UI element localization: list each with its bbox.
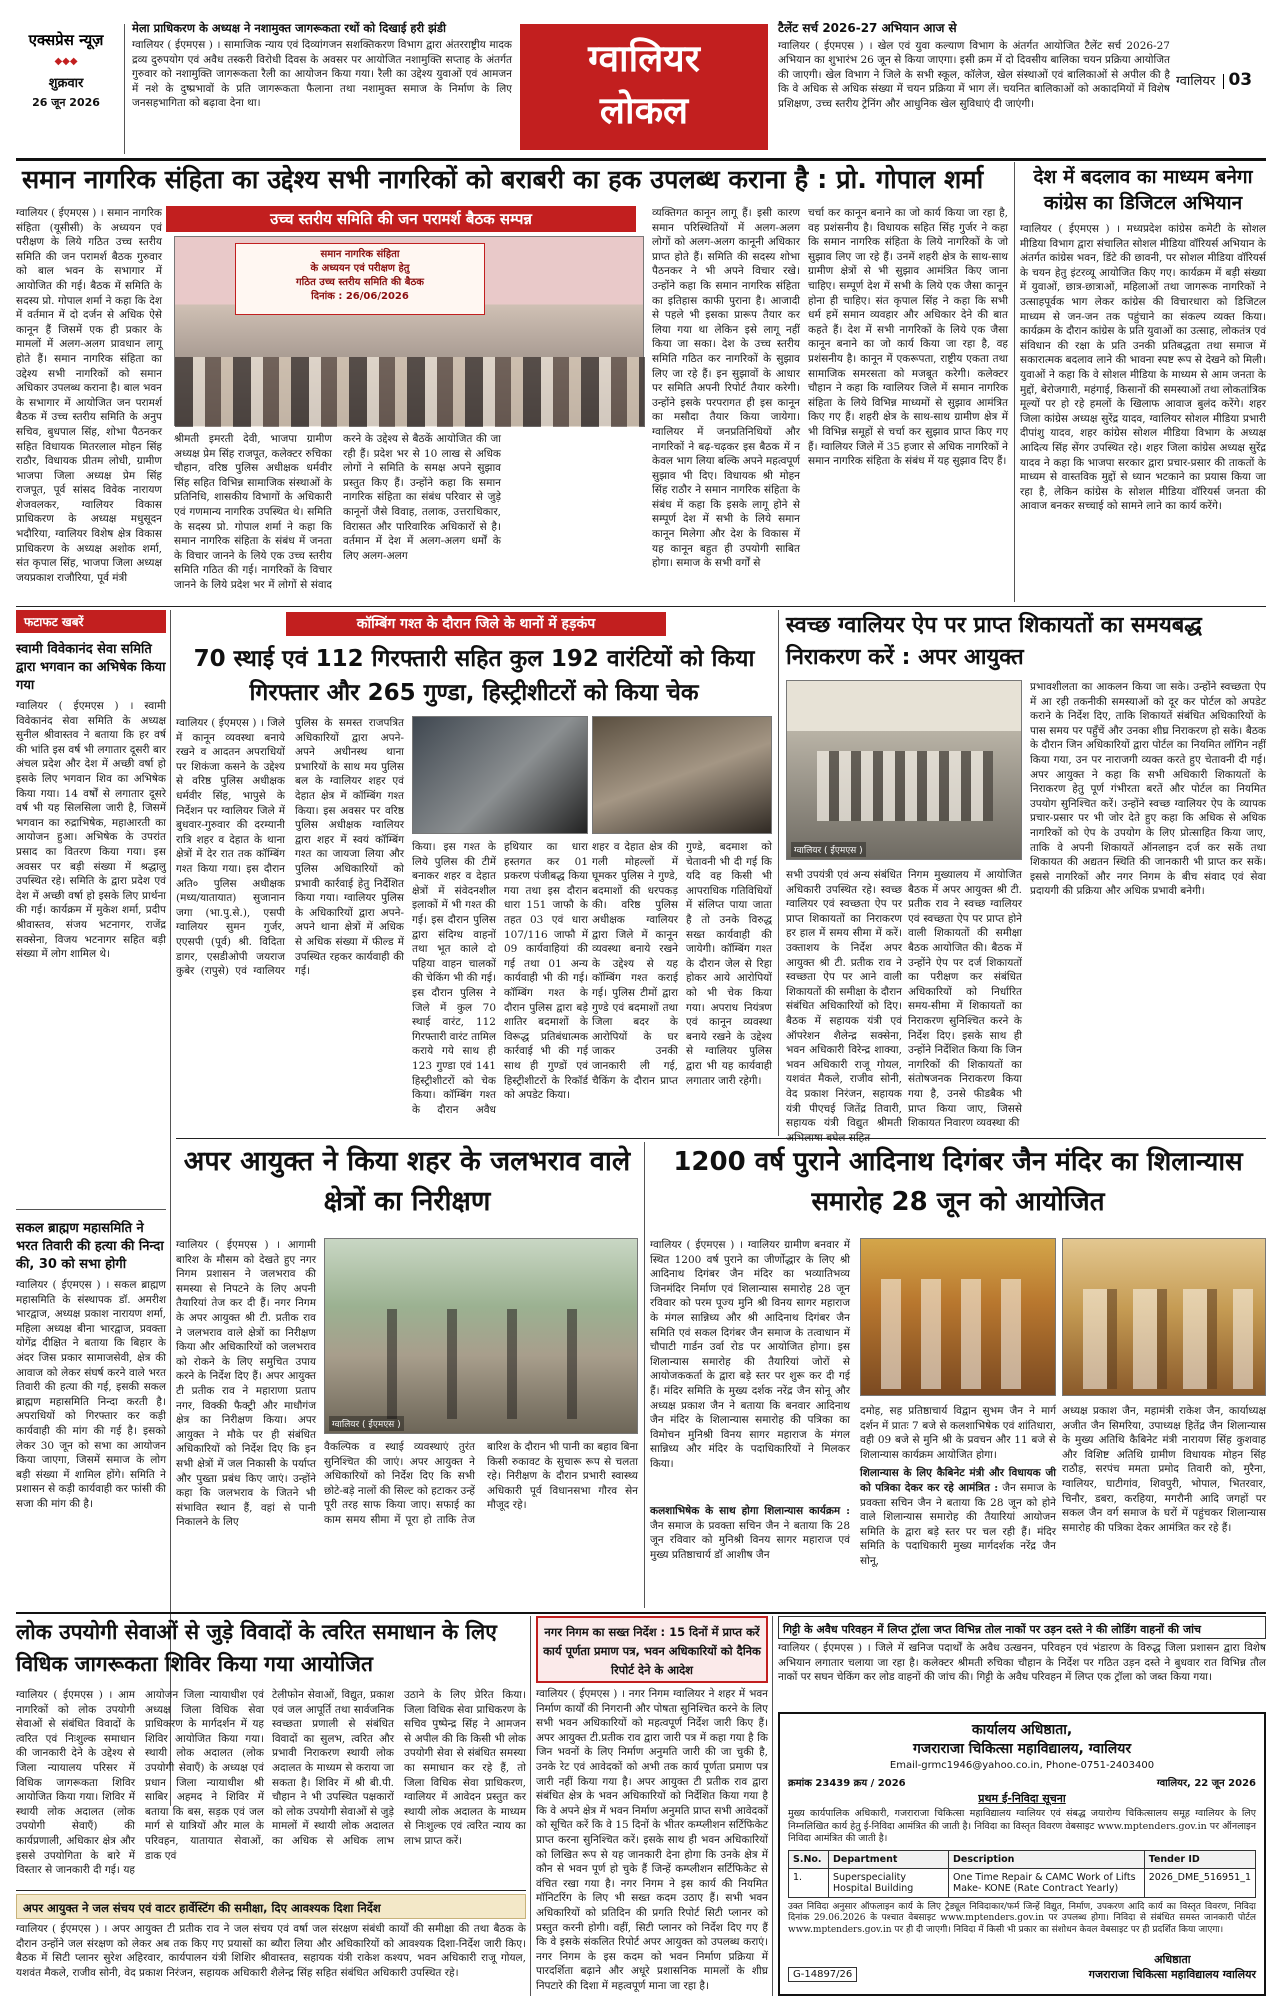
tender-th-sno: S.No. — [789, 1850, 829, 1868]
mining-story — [778, 1616, 1266, 1710]
jain-photo2 — [1062, 1238, 1266, 1396]
tender-td-id: 2026_DME_516951_1 — [1144, 1868, 1255, 1897]
page-marker — [1176, 70, 1276, 94]
mining-text: ग्वालियर ( ईएमएस ) । जिले में खनिज पदार्थों के अवैध उत्खनन, परिवहन एवं भंडारण के विरुद्ध जिला प्रशासन द्वारा विशेष अभियान लगातार चलाया जा रहा है। कलेक्टर श्रीमती रुचिका चौहान के निर्देश पर गठित उड़न दस्ते ने बुधवार रात विभिन्न तौल नाकों पर सघन चेकिंग कर लोड वाहनों की जांच की। गिट्टी के अवैध परिवहन में लिप्त एक ट्रॉला को जब्त किया गया। — [778, 1642, 1266, 1684]
combing-col2: किया। इस गश्त के लिये पुलिस की टीमें बनाकर शहर व देहात क्षेत्रों में संवेदनशील इलाकों में भी गश्त की गई। इस दौरान पुलिस द्वारा संदिग्ध वाहनों तथा भूत काले दो पहिया वाहन चालकों की चेकिंग भी की गई। इस दौरान पुलिस ने जिले में कुल 70 स्थाई वारंट, 112 गिरफ्तारी वारंट तामिल कराये गये साथ ही 123 गुण्डा एवं 141 हिस्ट्रीशीटरों को चेक किया। कॉम्बिंग गश्त के दौरान अवैध हथियार का धारा हस्तगत कर 01 प्रकरण पंजीबद्ध किया गया तथा इस दौरान धारा 151 जाफौ के तहत 03 एवं धारा 107/116 जाफौ में 09 कार्यवाहियां की गई तथा 01 अन्य कार्यवाही भी की गई। कॉम्बिंग गश्त के दौरान पुलिस द्वारा बड़े शातिर बदमाशों के विरूद्ध प्रतिबंधात्मक कार्रवाई भी की गई साथ ही गुण्डों एवं हिस्ट्रीशीटरों के रिकॉर्ड को अपडेट किया। — [412, 841, 588, 1116]
waterlog-story — [176, 1142, 638, 1608]
swachh-story — [786, 610, 1266, 1144]
lead-col-far: चर्चा कर कानून बनाने का जो कार्य किया जा रहा है, वह प्रशंसनीय है। विधायक सहित सिंह गुर्जर ने कहा कि समान नागरिक संहिता के लिये नागरिकों के जो सुझाव लिए जा रहे हैं। उनमें शहरी क्षेत्र के साथ-साथ ग्रामीण क्षेत्रों से भी सुझाव आमंत्रित किए जाना चाहिए। सम्पूर्ण देश में सभी के लिये एक जैसा कानून होना ही चाहिए। संत कृपाल सिंह ने कहा कि सभी धर्म हमें समान व्यवहार और अधिकार देने की बात कहते हैं। देश में सभी नागरिकों के लिये एक जैसा कानून बनाने का जो कार्य किया जा रहा है, वह प्रशंसनीय है। कानून में एकरूपता, राष्ट्रीय एकता तथा सामाजिक समरसता को मजबूत करेगी। कलेक्टर चौहान ने कहा कि ग्वालियर जिले में समान नागरिक संहिता के लिये विभिन्न माध्यमों से सुझाव आमंत्रित किए गए हैं। शहरी क्षेत्र के साथ-साथ ग्रामीण क्षेत्र में भी विभिन्न समूहों से चर्चा कर सुझाव प्राप्त किए गए हैं। ग्वालियर जिले में 35 हजार से अधिक नागरिकों ने समान नागरिक संहिता के संबंध में यह सुझाव दिए हैं। — [808, 207, 1008, 468]
swachh-photo — [786, 680, 1022, 860]
jain-sub2: शिलान्यास के लिए कैबिनेट मंत्री और विधायक जी को पत्रिका देकर कर रहे आमंत्रित : — [860, 1467, 1056, 1494]
tender-footer-text: उक्त निविदा अनुसार ऑफलाइन कार्य के लिए ट्रेड्यूल निविदाकार/फर्म जिन्हें विद्युत, निर्माण, उपकरण आदि कार्य का विस्तृत विवरण, निविदा दिनांक 29.06.2026 के पश्चात वेबसाइट www.mptenders.gov.in पर उपलब्ध होगा। निविदा से संबंधित समस्त जानकारी पोर्टल www.mptenders.gov.in पर ही दी जाएगी। निविदा में किसी भी प्रकार का संशोधन केवल वेबसाइट पर ही प्रदर्शित किया जाएगा। — [788, 1901, 1256, 1935]
lead-col-right: व्यक्तिगत कानून लागू हैं। इसी कारण समान परिस्थितियों में अलग-अलग लोगों को अलग-अलग कानूनी अधिकार प्राप्त होते हैं। समिति की सदस्य शोभा पैठनकर ने भी अपने विचार रखे। उन्होंने कहा कि समान नागरिक संहिता का इतिहास काफी पुराना है। आजादी से पहले भी इसका प्रारूप तैयार कर लिया गया था लेकिन इसे लागू नहीं किया जा सका। देश के उच्च स्तरीय समिति गठित कर नागरिकों के सुझाव लिए जा रहे हैं। इन सुझावों के आधार पर समिति अपनी रिपोर्ट तैयार करेगी। उन्होंने इसके परपरागत ही इस कानून का मसौदा तैयार किया जायेगा। ग्वालियर में जनप्रतिनिधियों और नागरिकों ने बढ़-चढ़कर इस बैठक में न केवल भाग लिया बल्कि अपने महत्वपूर्ण सुझाव भी दिए। विधायक श्री मोहन सिंह राठौर ने समान नागरिक संहिता के संबंध में कहा कि इसके लागू होने से सम्पूर्ण देश में सभी के लिये समान कानून मिलेगा और देश के विकास में यह कानून बहुत ही उपयोगी साबित होगा। समाज के सभी वर्गों से — [652, 207, 800, 570]
lead-subhead: उच्च स्तरीय समिति की जन परामर्श बैठक सम्पन्न — [270, 210, 532, 228]
tender-bottom-row — [788, 1952, 1256, 1982]
jain-sub2-text: जैन समाज के प्रवक्ता सचिन जैन ने बताया कि 28 जून को होने वाले शिलान्यास समारोह की तैयारियां आयोजन समिति के द्वारा बड़े स्तर पर चल रही हैं। मंदिर समिति के पदाधिकारी मुख्य मार्गदर्शक नरेंद्र जैन सोनू, — [860, 1481, 1057, 1567]
teaser-right — [778, 22, 1170, 154]
tender-notice — [778, 1712, 1266, 1996]
tender-header-row — [789, 1850, 1256, 1868]
tender-code: G-14897/26 — [788, 1967, 857, 1982]
cleaning-story — [16, 1894, 526, 1994]
cleaning-headline-bar — [16, 1894, 526, 1919]
waterlog-caption: ग्वालियर ( ईएमएस ) — [329, 1416, 404, 1431]
issue-date: 26 जून 2026 — [32, 96, 100, 109]
swachh-headline: स्वच्छ ग्वालियर ऐप पर प्राप्त शिकायतों का समयबद्ध निराकरण करें : अपर आयुक्त — [786, 613, 1202, 670]
jain-sub1: कलशाभिषेक के साथ होगा शिलान्यास कार्यक्रम : — [650, 1505, 850, 1517]
legal-col1: ग्वालियर ( ईएमएस ) । आम नागरिकों को लोक उपयोगी सेवाओं से संबंधित विवादों के त्वरित एवं निःशुल्क समाधान की जानकारी देने के उद्देश्य से जिला न्यायालय परिसर में विधिक जागरूकता शिविर आयोजित किया गया। शिविर में स्थायी लोक अदालत (लोक उपयोगी सेवाएँ) की कार्यप्रणाली, अधिकार क्षेत्र और इससे उपयोगिता के बारे में विस्तार से जानकारी दी गई। यह आयोजन जिला न्यायाधीश एवं अध्यक्ष जिला विधिक सेवा प्राधिकरण के मार्गदर्शन में यह शिविर आयोजित किया गया। स्थायी लोक अदालत (लोक उपयोगी सेवाएँ) के अध्यक्ष एवं प्रधान जिला न्यायाधीश श्री साबिर अहमद ने शिविर में बताया कि बस, सड़क एवं जल मार्ग से यात्रियों और माल के परिवहन, यातायात सेवाओं, डाक एवं — [16, 1689, 264, 1877]
lead-headline: समान नागरिक संहिता का उद्देश्य सभी नागरिकों को बराबरी का हक उपलब्ध कराना है : प्रो. गोपाल शर्मा — [22, 165, 984, 195]
section-title-line2: लोकल — [599, 89, 689, 132]
lead-subhead-bar — [166, 206, 636, 232]
jain-sub1-text: जैन समाज के प्रवक्ता सचिन जैन ने बताया कि 28 जून रविवार को मुनिश्री विनय सागर महाराज एवं मुख्य प्रतिष्ठाचार्य डॉ आशीष जैन — [650, 1519, 850, 1561]
lead-photo-banner — [235, 243, 485, 315]
brand-name: एक्सप्रेस न्यूज़ — [28, 31, 104, 49]
tender-td-desc: One Time Repair & CAMC Work of Lifts Make- KONE (Rate Contract Yearly) — [949, 1868, 1145, 1897]
fatafat-item1-title: स्वामी विवेकानंद सेवा समिति द्वारा भगवान का अभिषेक किया गया — [16, 642, 166, 693]
teaser-right-title: टैलेंट सर्च 2026-27 अभियान आज से — [778, 21, 957, 35]
combing-headline: 70 स्थाई एवं 112 गिरफ्तारी सहित कुल 192 वारंटियों को किया गिरफ्तार और 265 गुण्डा, हिस्ट्रीशीटरों को किया चेक — [193, 646, 755, 706]
table-row — [789, 1868, 1256, 1897]
fatafat-item2-title: सकल ब्राह्मण महासमिति ने भरत तिवारी की हत्या की निन्दा की, 30 को सभा होगी — [16, 1221, 164, 1272]
tender-signature — [1089, 1952, 1256, 1982]
tender-sign-line2: गजराराजा चिकित्सा महाविद्यालय ग्वालियर — [1088, 1967, 1256, 1981]
jain-photo1 — [860, 1238, 1056, 1396]
waterlog-col1: ग्वालियर ( ईएमएस ) । आगामी बारिश के मौसम को देखते हुए नगर निगम प्रशासन ने जलभराव की समस्या से निपटने के लिए अपनी तैयारियां तेज कर दी हैं। नगर निगम के अपर आयुक्त श्री टी. प्रतीक राव ने जलभराव वाले क्षेत्रों का निरीक्षण किया और अधिकारियों को जलभराव को रोकने के लिए समुचित उपाय करने के निर्देश दिए हैं। अपर आयुक्त टी प्रतीक राव ने महाराणा प्रताप नगर, विक्की फैक्ट्री और माधौगंज क्षेत्र का निरीक्षण किया। अपर आयुक्त ने मौके पर ही संबंधित अधिकारियों को निर्देश दिए कि इन सभी क्षेत्रों में जल निकासी के पर्याप्त और पुख्ता प्रबंध किए जाएं। उन्होंने कहा कि जलभराव के जितने भी संभावित स्थान हैं, वहां से पानी निकालने के लिए — [176, 1239, 316, 1529]
issue-day: शुक्रवार — [48, 76, 84, 91]
lead-photo — [174, 236, 644, 426]
tender-contact: Email-grmc1946@yahoo.co.in, Phone-0751-2403400 — [889, 1760, 1155, 1771]
lead-col-left: ग्वालियर ( ईएमएस ) । समान नागरिक संहिता (यूसीसी) के अध्ययन एवं परीक्षण के लिये गठित उच्च स्तरीय समिति की जन परामर्श बैठक गुरुवार को बाल भवन के सभागार में आयोजित की गई। बैठक में समिति के सदस्य प्रो. गोपाल शर्मा ने कहा कि देश में वर्तमान में दो दर्जन से अधिक ऐसे कानून हैं जिसमें एक ही प्रकार के मामलों में अलग-अलग प्रावधान लागू होते हैं। समान नागरिक संहिता का उद्देश्य सभी नागरिकों को समान अधिकार उपलब्ध कराना है। बाल भवन के सभागार में आयोजित जन परामर्श बैठक में उच्च स्तरीय समिति के अनुप सचिव, बुधपाल सिंह, शोभा पैठनकर सहित विधायक मितरलाल मोहन सिंह राठौर, विधायक प्रीतम लोधी, ग्रामीण भाजपा जिला अध्यक्ष प्रेम सिंह राजपूत, पूर्व सांसद विवेक नारायण शेजवलकर, ग्वालियर विकास प्राधिकरण के अध्यक्ष मधुसूदन भदौरिया, ग्वालियर विशेष क्षेत्र विकास प्राधिकरण के अध्यक्ष अशोक शर्मा, संत कृपाल सिंह, भाजपा जिला अध्यक्ष जयप्रकाश राजौरिया, पूर्व मंत्री — [16, 207, 162, 584]
legal-story — [16, 1616, 526, 1888]
section-title-line1: ग्वालियर — [588, 37, 700, 80]
tender-ref-right: ग्वालियर, 22 जून 2026 — [1156, 1778, 1256, 1789]
teaser-left-text: ग्वालियर ( ईएमएस ) । सामाजिक न्याय एवं दिव्यांगजन सशक्तिकरण विभाग द्वारा अंतरराष्ट्रीय मादक द्रव्य दुरुपयोग एवं अवैध तस्करी विरोधी दिवस के अवसर पर आयोजित नशामुक्ति सप्ताह के अंतर्गत गुरुवार को नशामुक्ति जागरूकता रैली का आयोजन किया गया। रैली का उद्देश्य युवाओं एवं आमजन में नशे के दुष्प्रभावों के प्रति जागरूकता फैलाना तथा नशामुक्त समाज के निर्माण के लिए जनसहभागिता को बढ़ावा देना था। — [132, 39, 512, 110]
tender-ref-row — [788, 1775, 1256, 1789]
tender-th-desc: Description — [949, 1850, 1145, 1868]
tender-notice-text: मुख्य कार्यपालिक अधिकारी, गजराराजा चिकित्सा महाविद्यालय ग्वालियर एवं संबद्ध जयारोग्य चिकित्सालय समूह ग्वालियर के लिए निम्नलिखित कार्य हेतु ई-निविदा आमंत्रित की जाती है। निविदा का विस्तृत विवरण वेबसाइट www.mptenders.gov.in पर ऑनलाइन निविदा आमंत्रित की जाती है। — [788, 1808, 1256, 1844]
lead-photo-people — [175, 357, 645, 427]
section-title-box — [520, 24, 768, 150]
banner-date: दिनांक : 26/06/2026 — [311, 291, 409, 302]
page-city: ग्वालियर — [1176, 74, 1216, 89]
combing-kicker: कॉम्बिंग गश्त के दौरान जिले के थानों में हड़कंप — [356, 616, 596, 632]
jain-photo1-figures — [881, 1279, 1041, 1389]
jain-sub1-block — [650, 1504, 850, 1604]
teaser-right-text: ग्वालियर ( ईएमएस ) । खेल एवं युवा कल्याण विभाग के अंतर्गत आयोजित टैलेंट सर्च 2026-27 अभियान का शुभारंभ 26 जून से किया जाएगा। इसी क्रम में दो दिवसीय बालिका चयन प्रक्रिया आयोजित की जाएगी। खेल विभाग ने जिले के सभी स्कूल, कॉलेज, खेल संस्थाओं एवं बालिकाओं से अपील की है कि वे अधिक से अधिक संख्या में चयन प्रक्रिया में भाग लें। चयनित बालिकाओं को अकादमियों में विशेष प्रशिक्षण, उच्च स्तरीय ट्रेनिंग और आधुनिक खेल सुविधाएं दी जाएंगी। — [778, 39, 1170, 110]
combing-photo2 — [592, 716, 772, 834]
jain-col2: दमोह, सह प्रतिष्ठाचार्य विद्वान सुभम जैन ने मार्ग दर्शन में प्रातः 7 बजे से कलशाभिषेक एवं शांतिधारा, वही 09 बजे से मुनि श्री के प्रवचन और 11 बजे से शिलान्यास कार्यक्रम आयोजित होगा। — [860, 1405, 1056, 1461]
lead-col-mid2 — [340, 432, 490, 596]
jain-col2-block — [860, 1404, 1056, 1604]
teaser-left — [132, 22, 512, 154]
nagar-kicker-box — [536, 1616, 768, 1683]
fatafat-label-bar — [16, 610, 166, 633]
swachh-photo-credit: ग्वालियर ( ईएमएस ) — [791, 842, 866, 857]
combing-story — [176, 612, 772, 1134]
jain-col1: ग्वालियर ( ईएमएस ) । ग्वालियर ग्रामीण बनवार में स्थित 1200 वर्ष पुराने का जीर्णोद्धार के लिए श्री आदिनाथ दिगंबर जैन मंदिर का भव्यातिभव्य जिनमंदिर निर्माण एवं शिलान्यास समारोह 28 जून रविवार को परम पूज्य मुनि श्री विनय सागर महाराज के मंगल सान्निध्य और श्री आदिनाथ दिगंबर जैन समिति एवं सकल दिगंबर जैन समाज के तत्वाधान में चौपाटी गार्डन उर्वा रोड पर आयोजित होगा। इस शिलान्यास समारोह की तैयारियां जोरों से आयोजककर्ता के द्वारा बड़े स्तर पर शुरू कर दी गई हैं। मंदिर समिति के मुख्य दर्शक नरेंद्र जैन सोनू और अध्यक्ष प्रकाश जैन ने बताया कि बनवार आदिनाथ जैन मंदिर के शिलान्यास समारोह की पत्रिका का विमोचन मुनिश्री विनय सागर महाराज के मंगल सान्निध्य और मंदिर के पदाधिकारियों ने मिलकर किया। — [650, 1239, 850, 1470]
fatafat-item1-text: ग्वालियर ( ईएमएस ) । स्वामी विवेकानंद सेवा समिति के अध्यक्ष सुनील श्रीवास्तव ने बताया कि हर वर्ष की भांति इस वर्ष भी लगातार दूसरी बार अंचल प्रदेश और देश में अच्छी वर्षा हो इसके लिए भगवान शिव का अभिषेक किया गया। 14 वर्षों से लगातार दूसरे वर्ष भी यह सिलसिला जारी है, जिसमें भगवान का रुद्राभिषेक, महाआरती का आयोजन हुआ। अभिषेक के उपरांत प्रसाद का वितरण किया गया। इस अवसर पर बड़ी संख्या में श्रद्धालु उपस्थित रहे। समिति के द्वारा प्रदेश एवं देश में अच्छी वर्षा हो इसके लिए प्रार्थना की गई। कार्यक्रम में मुकेश शर्मा, प्रदीप श्रीवास्तव, संजय भटनागर, राजेंद्र सक्सेना, विजय भटनागर सहित बड़ी संख्या में लोग शामिल थे। — [16, 700, 166, 961]
congress-text: ग्वालियर ( ईएमएस ) । मध्यप्रदेश कांग्रेस कमेटी के सोशल मीडिया विभाग द्वारा संचालित सोशल मीडिया वॉरियर्स अभियान के अंतर्गत कांग्रेस भवन, डिंटे की छावनी, पर सोशल मीडिया वॉरियर्स के चयन हेतु इंटरव्यू आयोजित किए गए। कार्यक्रम में बड़ी संख्या में युवाओं, छात्र-छात्राओं, महिलाओं तथा जागरूक नागरिकों ने उत्साहपूर्वक भाग लेकर कांग्रेस की विचारधारा को डिजिटल माध्यम से जन-जन तक पहुंचाने का संकल्प व्यक्त किया। कार्यक्रम के दौरान कांग्रेस के प्रति युवाओं का उत्साह, लोकतंत्र एवं संविधान की रक्षा के प्रति उनकी प्रतिबद्धता तथा समाज में सकारात्मक बदलाव लाने की भावना स्पष्ट रूप से देखने को मिली। युवाओं ने कहा कि वे सोशल मीडिया के माध्यम से आम जनता के मुद्दों, बेरोजगारी, महंगाई, किसानों की समस्याओं तथा लोकतांत्रिक मूल्यों पर हो रहे हमलों के खिलाफ आवाज बुलंद करेंगे। शहर जिला कांग्रेस अध्यक्ष सुरेंद्र यादव, ग्वालियर सोशल मीडिया प्रभारी दीपांशु यादव, शहर कांग्रेस सोशल मीडिया विभाग के अध्यक्ष आदित्य सिंह सेंगर उपस्थित रहे। शहर जिला कांग्रेस अध्यक्ष सुरेंद्र यादव ने कहा कि भाजपा सरकार द्वारा प्रचार-प्रसार की ताकतों के माध्यम से वास्तविक मुद्दों से ध्यान भटकाने का प्रयास किया जा रहा है, लेकिन कांग्रेस के सोशल मीडिया वॉरियर्स जनता की आवाज बनकर सच्चाई को सामने लाने का कार्य करेंगे। — [1020, 223, 1266, 513]
fatafat-label: फटाफट खबरें — [24, 615, 84, 629]
congress-story — [1020, 164, 1266, 604]
masthead — [0, 0, 1279, 158]
banner-line1: समान नागरिक संहिता — [320, 249, 400, 260]
teaser-left-title: मेला प्राधिकरण के अध्यक्ष ने नशामुक्त जागरूकता रथों को दिखाई हरी झंडी — [132, 21, 446, 35]
banner-line2: के अध्ययन एवं परीक्षण हेतु — [310, 263, 410, 274]
tender-sign-line1: अधिष्ठाता — [1154, 1952, 1191, 1966]
combing-kicker-bar — [286, 612, 666, 636]
page-number: 03 — [1228, 70, 1253, 90]
mining-headline: गिट्टी के अवैध परिवहन में लिप्त ट्रॉला जप्त विभिन्न तोल नाकों पर उड़न दस्ते ने की लोडिंग वाहनों की जांच — [783, 1623, 1201, 1636]
waterlog-photo — [324, 1238, 638, 1434]
brand-box — [16, 24, 116, 154]
waterlog-col2: वैकल्पिक व स्थाई व्यवस्थाएं तुरंत सुनिश्चित की जाएं। अपर आयुक्त ने अधिकारियों को निर्देश दिए कि सभी छोटे-बड़े नालों की सिल्ट को हटाकर उन्हें पूरी तरह साफ किया जाए। सफाई का काम समय सीमा में पूरा हो ताकि तेज बारिश के दौरान भी पानी का बहाव बिना किसी रुकावट के सुचारू रूप से चलता रहे। निरीक्षण के दौरान प्रभारी स्वास्थ्य अधिकारी पूर्व विधानसभा गौरव सेन मौजूद रहे। — [324, 1441, 638, 1526]
tender-th-dept: Department — [829, 1850, 949, 1868]
tender-college: गजराराजा चिकित्सा महाविद्यालय, ग्वालियर — [912, 1741, 1132, 1757]
swachh-col2: सभी उपयंत्री एवं अन्य संबंधित अधिकारी उपस्थित रहे। स्वच्छ ग्वालियर एवं स्वच्छता ऐप पर प्राप्त शिकायतों का निराकरण हर हाल में समय सीमा में करें। उक्ताशय के निर्देश अपर आयुक्त श्री टी. प्रतीक राव ने स्वच्छता ऐप पर आने वाली शिकायतों की समीक्षा के दौरान संबंधित अधिकारियों को दिए। बैठक में सहायक यंत्री एवं ऑपरेशन शैलेन्द्र सक्सेना, भवन अधिकारी विरेन्द्र शाक्या, भवन अधिकारी राजू गोयल, यशवंत मैकले, राजीव सोनी, वेद प्रकाश निरंजन, सहायक यंत्री पीएचई जितेंद्र तिवारी, सहायक यंत्री विद्युत श्रीमती अभिलाषा बघेल सहित — [786, 869, 902, 1144]
jain-photo2-figures — [1083, 1289, 1253, 1389]
fatafat-item2-text: ग्वालियर ( ईएमएस ) । सकल ब्राह्मण महासमिति के संस्थापक डॉ. अमरीश भारद्वाज, अध्यक्ष प्रकाश नारायण शर्मा, महिला अध्यक्ष बीना भारद्वाज, प्रवक्ता योगेंद्र दीक्षित ने बताया कि बिहार के अंदर जिस प्रकार सामाजसेवी, क्षेत्र की आवाज को लेकर संघर्ष करने वाले भरत तिवारी की हत्या की गई, इसकी सकल ब्राह्मण महासमिति निन्दा करती है। अपराधियों को गिरफ्तार कर कड़ी कार्यवाही की मांग की गई है। इसको लेकर 30 जून को सभा का आयोजन किया जाएगा, जिसमें समाज के लोग बड़ी संख्या में शामिल होंगे। समिति ने प्रशासन से कड़ी कार्यवाही कर फांसी की सजा की मांग की है। — [16, 1279, 166, 1510]
nagar-text: ग्वालियर ( ईएमएस ) । नगर निगम ग्वालियर ने शहर में भवन निर्माण कार्यों की निगरानी और पोषता सुनिश्चित करने के लिए सभी भवन अधिकारियों को महत्वपूर्ण निर्देश जारी किए हैं। अपर आयुक्त टी.प्रतीक राव द्वारा जारी पत्र में कहा गया है कि जिन भवनों के लिए निर्माण अनुमति जारी की जा चुकी है, उनके रेट एवं आवेदकों को अभी तक कार्य पूर्णता प्रमाण पत्र जारी नहीं किया गया है। अपर आयुक्त टी प्रतीक राव द्वारा संबंधित क्षेत्र के भवन अधिकारियों को निर्देशित किया गया है कि वे अपने क्षेत्र में भवन निर्माण अनुमति प्राप्त सभी आवेदकों को सूचित करें कि वे 15 दिनों के भीतर कम्प्लीशन सर्टिफिकेट प्राप्त करना सुनिश्चित करें। इसके साथ ही भवन अधिकारियों को लिखित रूप से यह जानकारी देना होगा कि उनके क्षेत्र में कौन से भवन पूर्ण हो चुके हैं जिन्हें कम्प्लीशन सर्टिफिकेट से वंचित रखा गया है। नगर निगम ने इस कार्य की नियमित मॉनिटरिंग के लिए भी सख्त कदम उठाए हैं। सभी भवन अधिकारियों को प्रतिदिन की प्रगति रिपोर्ट सिटी प्लानर को प्रस्तुत करनी होगी। वहीं, सिटी प्लानर को निर्देश दिए गए हैं कि वे इसके संकलित रिपोर्ट अपर आयुक्त को उपलब्ध कराएं। नगर निगम के इस कदम को भवन निर्माण प्रक्रिया में पारदर्शिता बढ़ाने और अधूरे प्रशासनिक मामलों के शीघ्र निपटारे की दिशा में महत्वपूर्ण माना जा रहा है। — [536, 1688, 768, 1992]
swachh-photo-table — [817, 751, 993, 821]
swachh-col1: प्रभावशीलता का आकलन किया जा सके। उन्होंने स्वच्छता ऐप में आ रही तकनीकी समस्याओं को दूर कर पोर्टल को अपडेट कराने के निर्देश दिए, ताकि शिकायतें संबंधित अधिकारियों के पास समय पर पहुँचें और उनका शीघ्र निराकरण हो सके। बैठक के दौरान जिन अधिकारियों द्वारा पोर्टल का नियमित लॉगिन नहीं किया गया, उन पर नाराजगी व्यक्त करते हुए चेतावनी दी गई। अपर आयुक्त ने कहा कि सभी अधिकारी शिकायतों के निराकरण हेतु पूर्ण गंभीरता बरतें और पोर्टल का नियमित उपयोग सुनिश्चित करें। उन्होंने स्वच्छ ग्वालियर ऐप के व्यापक प्रचार-प्रसार पर भी जोर देते हुए कहा कि अधिक से अधिक नागरिकों को ऐप के उपयोग के लिए प्रोत्साहित किया जाए, ताकि वे अपनी शिकायतें ऑनलाइन दर्ज कर सकें तथा शिकायत की अद्यतन स्थिति की जानकारी भी प्राप्त कर सकें। इससे नागरिकों और नगर निगम के बीच संवाद एवं सेवा प्रदायगी की प्रक्रिया और अधिक प्रभावी बनेगी। — [1030, 681, 1266, 898]
tender-td-sno: 1. — [789, 1868, 829, 1897]
cleaning-text: ग्वालियर ( ईएमएस ) । अपर आयुक्त टी प्रतीक राव ने जल संचय एवं वर्षा जल संरक्षण संबंधी कार्यों की समीक्षा की तथा बैठक के दौरान उन्होंने जल संरक्षण को लेकर अब तक किए गए प्रयासों का ब्यौरा लिया और अधिकारियों को आवश्यक दिशा-निर्देश जारी किए। बैठक में सिटी प्लानर सुरेश अहिरवार, कार्यपालन यंत्री शिशिर श्रीवास्तव, सहायक यंत्री राकेश कश्यप, भवन अधिकारी राजू गोयल, यशवंत मैकले, राजीव सोनी, वेद प्रकाश निरंजन, सहायक अधिकारी शैलेन्द्र सिंह सहित संबंधित अधिकारी उपस्थित रहे। — [16, 1923, 526, 1979]
brand-diamond-icon: ◆◆◆ — [54, 56, 78, 67]
tender-office: कार्यालय अधिष्ठाता, — [971, 1722, 1073, 1738]
mining-headline-box — [778, 1616, 1266, 1639]
tender-th-id: Tender ID — [1144, 1850, 1255, 1868]
nagar-story — [536, 1616, 768, 1996]
cleaning-headline: अपर आयुक्त ने जल संचय एवं वाटर हार्वेस्टिंग की समीक्षा, दिए आवश्यक दिशा निर्देश — [23, 1901, 381, 1915]
jain-headline: 1200 वर्ष पुराने आदिनाथ दिगंबर जैन मंदिर का शिलान्यास समारोह 28 जून को आयोजित — [673, 1147, 1243, 1217]
tender-td-dept: Superspeciality Hospital Building — [829, 1868, 949, 1897]
jain-story — [650, 1142, 1266, 1608]
tender-table — [788, 1850, 1256, 1898]
combing-col3: शहर व देहात क्षेत्र की गली मोहल्लों में घूमकर पुलिस ने गुण्डे, बदमाशों की धरपकड़ की। वरिष्ठ पुलिस अधीक्षक ग्वालियर द्वारा जिले में कानून व्यवस्था बनाये रखने के उद्देश्य से यह कॉम्बिंग गश्त कराई गई। पुलिस टीमों द्वारा गुण्डे एवं बदमाशों तथा जिला बदर के आरोपियों के घर जाकर उनकी जानकारी ली गई, चैकिंग के दौरान प्राप्त गुण्डे, बदमाश को चेतावनी भी दी गई कि यदि वह किसी भी आपराधिक गतिविधियों में संलिप्त पाया जाता है तो उनके विरुद्ध सख्त कार्यवाही की जायेगी। कॉम्बिंग गश्त के दौरान जेल से रिहा होकर आये आरोपियों को भी चेक किया गया। अपराध नियंत्रण एवं कानून व्यवस्था बनाये रखने के उद्देश्य से ग्वालियर पुलिस द्वारा भी यह कार्यवाही लगातार जारी रहेगी। — [592, 841, 772, 1087]
tender-ref-left: क्रमांक 23439 क्रय / 2026 — [788, 1778, 906, 1789]
lead-story — [16, 162, 1016, 602]
legal-col2: टेलीफोन सेवाओं, विद्युत, प्रकाश एवं जल आपूर्ति तथा सार्वजनिक स्वच्छता प्रणाली से संबंधित विवादों का सुलभ, त्वरित और प्रभावी निराकरण स्थायी लोक अदालत के माध्यम से कराया जा सकता है। शिविर में श्री बी.पी. चौहान ने भी उपस्थित पक्षकारों को लोक उपयोगी सेवाओं से जुड़े मामलों में स्थायी लोक अदालत का अधिक से अधिक लाभ उठाने के लिए प्रेरित किया। जिला विधिक सेवा प्राधिकरण के सचिव पुष्पेन्द्र सिंह ने आमजन से अपील की कि किसी भी लोक उपयोगी सेवा से संबंधित समस्या का समाधान कर रहे हैं, तो जिला विधिक सेवा प्राधिकरण, ग्वालियर में आवेदन प्रस्तुत कर स्थायी लोक अदालत के माध्यम से निःशुल्क एवं त्वरित न्याय का लाभ प्राप्त करें। — [272, 1689, 526, 1847]
swachh-col3: निगम मुख्यालय में आयोजित बैठक में अपर आयुक्त श्री टी. प्रतीक राव ने स्वच्छ ग्वालियर एवं स्वच्छता ऐप पर प्राप्त होने वाली शिकायतों की समीक्षा बैठक आयोजित की। बैठक में उन्होंने ऐप पर दर्ज शिकायतों का परीक्षण कर संबंधित अधिकारियों को निर्धारित समय-सीमा में शिकायतों का निराकरण सुनिश्चित करने के निर्देश दिए। इसके साथ ही उन्होंने निर्देशित किया कि जिन नागरिकों की शिकायतों का संतोषजनक निराकरण किया गया है, उनसे फीडबैक भी प्राप्त किया जाए, जिससे शिकायत निवारण व्यवस्था की — [908, 869, 1022, 1130]
waterlog-headline: अपर आयुक्त ने किया शहर के जलभराव वाले क्षेत्रों का निरीक्षण — [183, 1146, 631, 1217]
congress-headline: देश में बदलाव का माध्यम बनेगा कांग्रेस का डिजिटल अभियान — [1033, 166, 1253, 214]
tender-notice-title: प्रथम ई-निविदा सूचना — [978, 1792, 1066, 1805]
jain-col3: अध्यक्ष प्रकाश जैन, महामंत्री राकेश जैन, कार्याध्यक्ष अजीत जैन सिमरिया, उपाध्यक्ष हितेंद्र जैन शिलान्यास के मुख्य अतिथि कैबिनेट मंत्री नारायण सिंह कुशवाह और विशिष्ट अतिथि ग्रामीण विधायक मोहन सिंह राठौड़, सरपंच ममता प्रमोद तिवारी को, मुरैना, ग्वालियर, घाटीगांव, शिवपुरी, भोपाल, भितरवार, चिनौर, डबरा, करहिया, मगरौनी आदि जगहों पर सकल जैन वर्ग समाज के घरों में पहुंचकर शिलान्यास समारोह की पत्रिका देकर आमंत्रित कर रहे हैं। — [1062, 1405, 1266, 1534]
combing-photo1 — [412, 716, 588, 834]
legal-headline: लोक उपयोगी सेवाओं से जुड़े विवादों के त्वरित समाधान के लिए विधिक जागरूकता शिविर किया गया आयोजित — [16, 1620, 497, 1676]
waterlog-photo-people — [365, 1309, 595, 1419]
lead-col-mid: श्रीमती इमरती देवी, भाजपा ग्रामीण अध्यक्ष प्रेम सिंह राजपूत, कलेक्टर रुचिका चौहान, वरिष्ठ पुलिस अधीक्षक धर्मवीर सिंह सहित विभिन्न सामाजिक संस्थाओं के प्रतिनिधि, शासकीय विभागों के अधिकारी एवं गणमान्य नागरिक उपस्थित थे। समिति के सदस्य प्रो. गोपाल शर्मा ने कहा कि समान नागरिक संहिता के संबंध में जनता के विचार जानने के लिये एक उच्च स्तरीय समिति गठित की गई। नागरिकों के विचार जानने के लिये प्रदेश भर में लोगों से संवाद करने के उद्देश्य से बैठकें आयोजित की जा रही हैं। प्रदेश भर से 10 लाख से अधिक लोगों ने समिति के समक्ष अपने सुझाव प्रस्तुत किए हैं। उन्होंने कहा कि समान नागरिक संहिता का संबंध परिवार से जुड़े कानूनों जैसे विवाह, तलाक, उत्तराधिकार, विरासत और पारिवारिक अधिकारों से है। वर्तमान में देश में अलग-अलग धर्मों के लिए अलग-अलग — [174, 433, 501, 591]
banner-line3: गठित उच्च स्तरीय समिति की बैठक — [296, 277, 424, 288]
combing-col1: ग्वालियर ( ईएमएस ) । जिले में कानून व्यवस्था बनाये रखने व आदतन अपराधियों पर शिकंजा कसने के उद्देश्य से वरिष्ठ पुलिस अधीक्षक धर्मवीर सिंह, भापुसे के निर्देशन पर ग्वालियर जिले में बुधवार-गुरुवार की दरम्यानी रात्रि शहर व देहात के थाना क्षेत्रों में देर रात तक कॉम्बिंग गश्त किया गया। इस दौरान अति० पुलिस अधीक्षक (मध्य/यातायात) सुजानान जगा (भा.पु.से.), एसपी ग्वालियर सुमन गुर्जर, एएसपी (पूर्व) श्री. विदिता डागर, एसडीओपी जयराज कुबेर (रापुसे) एवं ग्वालियर पुलिस के समस्त राजपत्रित अधिकारियों द्वारा अपने-अपने अधीनस्थ थाना प्रभारियों के साथ मय पुलिस बल के ग्वालियर शहर एवं देहात क्षेत्र में कॉम्बिंग गश्त किया। इस अवसर पर वरिष्ठ पुलिस अधीक्षक ग्वालियर द्वारा शहर में स्वयं कॉम्बिंग गश्त का जायजा लिया और पुलिस अधिकारियों को प्रभावी कार्रवाई हेतु निर्देशित किया गया। ग्वालियर पुलिस के अधिकारियों द्वारा अपने-अपने थाना क्षेत्रों में अधिक से अधिक संख्या में फील्ड में उपस्थित रहकर कार्यवाही की गई। — [176, 717, 404, 978]
nagar-kicker: नगर निगम का सख्त निर्देश : 15 दिनों में प्राप्त करें कार्य पूर्णता प्रमाण पत्र, भवन अधिकारियों को दैनिक रिपोर्ट देने के आदेश — [543, 1625, 761, 1677]
